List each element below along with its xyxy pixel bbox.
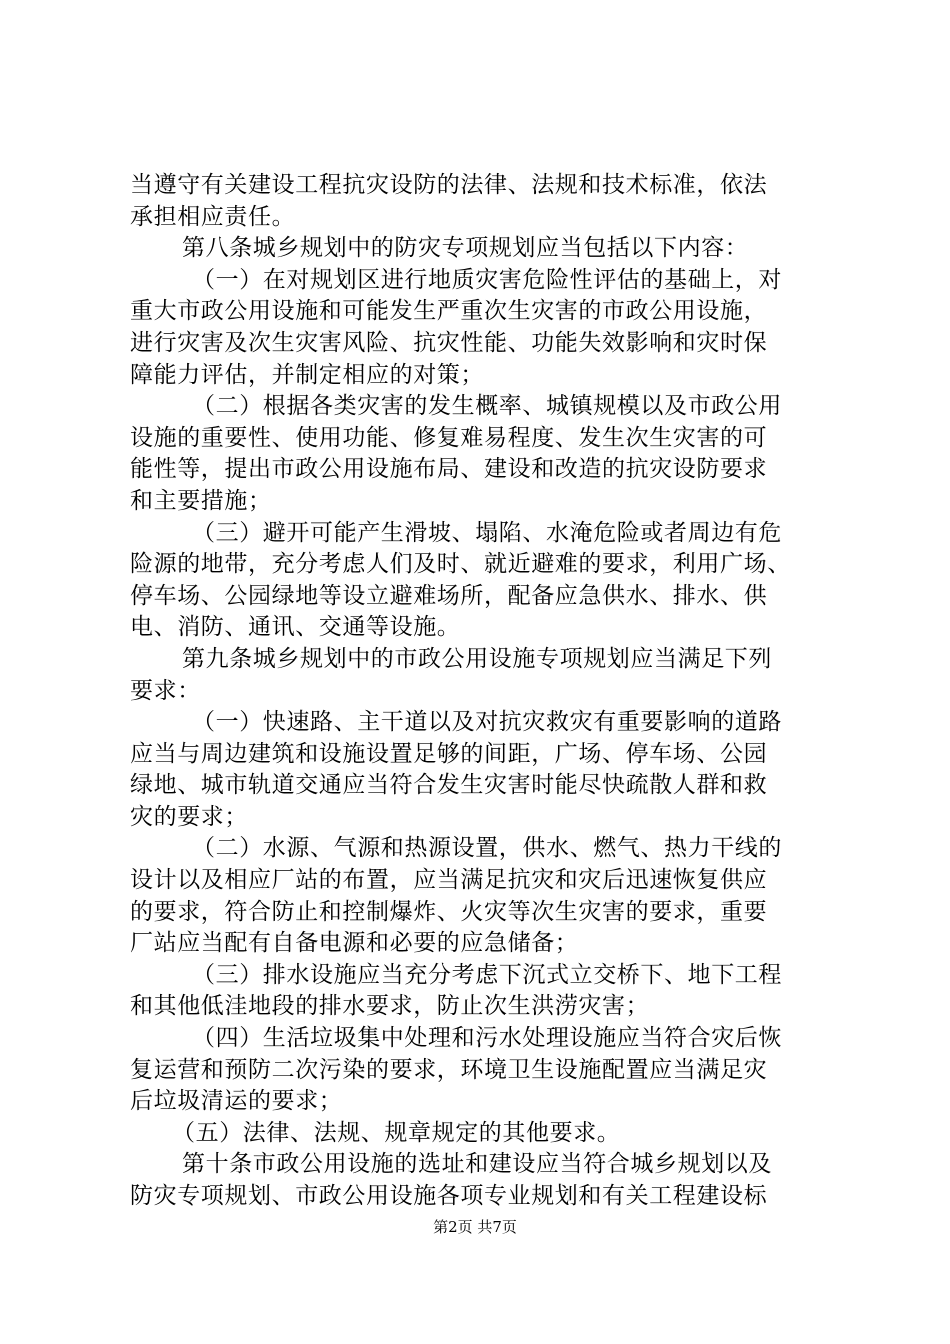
text-line: 复运营和预防二次污染的要求，环境卫生设施配置应当满足灾	[130, 1056, 768, 1083]
list-item: （四）生活垃圾集中处理和污水处理设施应当符合灾后恢	[192, 1025, 782, 1052]
list-item: （三）排水设施应当充分考虑下沉式立交桥下、地下工程	[192, 961, 782, 988]
body-text	[130, 170, 840, 1213]
text-line: 当遵守有关建设工程抗灾设防的法律、法规和技术标准，依法	[130, 172, 768, 198]
text-line: 要求：	[130, 677, 201, 704]
text-line: 险源的地带，充分考虑人们及时、就近避难的要求，利用广场、	[130, 551, 791, 578]
text-line: 障能力评估，并制定相应的对策；	[130, 361, 484, 388]
text-line: 厂站应当配有自备电源和必要的应急储备；	[130, 930, 579, 957]
article-10-heading: 第十条市政公用设施的选址和建设应当符合城乡规划以及	[182, 1151, 772, 1178]
list-item: （二）根据各类灾害的发生概率、城镇规模以及市政公用	[192, 393, 782, 420]
text-line: 电、消防、通讯、交通等设施。	[130, 614, 461, 641]
list-item: （一）快速路、主干道以及对抗灾救灾有重要影响的道路	[192, 709, 782, 736]
list-item: （三）避开可能产生滑坡、塌陷、水淹危险或者周边有危	[192, 519, 782, 546]
text-line: 设计以及相应厂站的布置，应当满足抗灾和灾后迅速恢复供应	[130, 867, 768, 894]
text-line: 灾的要求；	[130, 803, 248, 830]
text-line: 防灾专项规划、市政公用设施各项专业规划和有关工程建设标	[130, 1183, 768, 1209]
text-line: 绿地、城市轨道交通应当符合发生灾害时能尽快疏散人群和救	[130, 772, 768, 799]
text-line: 后垃圾清运的要求；	[130, 1088, 343, 1115]
article-8-heading: 第八条城乡规划中的防灾专项规划应当包括以下内容：	[182, 235, 749, 262]
list-item: （一）在对规划区进行地质灾害危险性评估的基础上，对	[192, 266, 782, 293]
text-line: 应当与周边建筑和设施设置足够的间距，广场、停车场、公园	[130, 740, 768, 767]
text-line: 的要求，符合防止和控制爆炸、火灾等次生灾害的要求，重要	[130, 898, 768, 925]
article-9-heading: 第九条城乡规划中的市政公用设施专项规划应当满足下列	[182, 645, 772, 672]
text-line: 重大市政公用设施和可能发生严重次生灾害的市政公用设施，	[130, 298, 768, 325]
text-line: 停车场、公园绿地等设立避难场所，配备应急供水、排水、供	[130, 582, 768, 609]
text-line: 设施的重要性、使用功能、修复难易程度、发生次生灾害的可	[130, 424, 768, 451]
text-line: 承担相应责任。	[130, 203, 296, 230]
text-line: 进行灾害及次生灾害风险、抗灾性能、功能失效影响和灾时保	[130, 329, 768, 356]
text-line: 和主要措施；	[130, 487, 272, 514]
page-number-footer: 第2页 共7页	[433, 1218, 517, 1236]
text-line: 能性等，提出市政公用设施布局、建设和改造的抗灾设防要求	[130, 456, 768, 483]
list-item: （二）水源、气源和热源设置，供水、燃气、热力干线的	[192, 835, 782, 862]
text-line: 和其他低洼地段的排水要求，防止次生洪涝灾害；	[130, 993, 650, 1020]
list-item: （五）法律、法规、规章规定的其他要求。	[172, 1119, 621, 1146]
